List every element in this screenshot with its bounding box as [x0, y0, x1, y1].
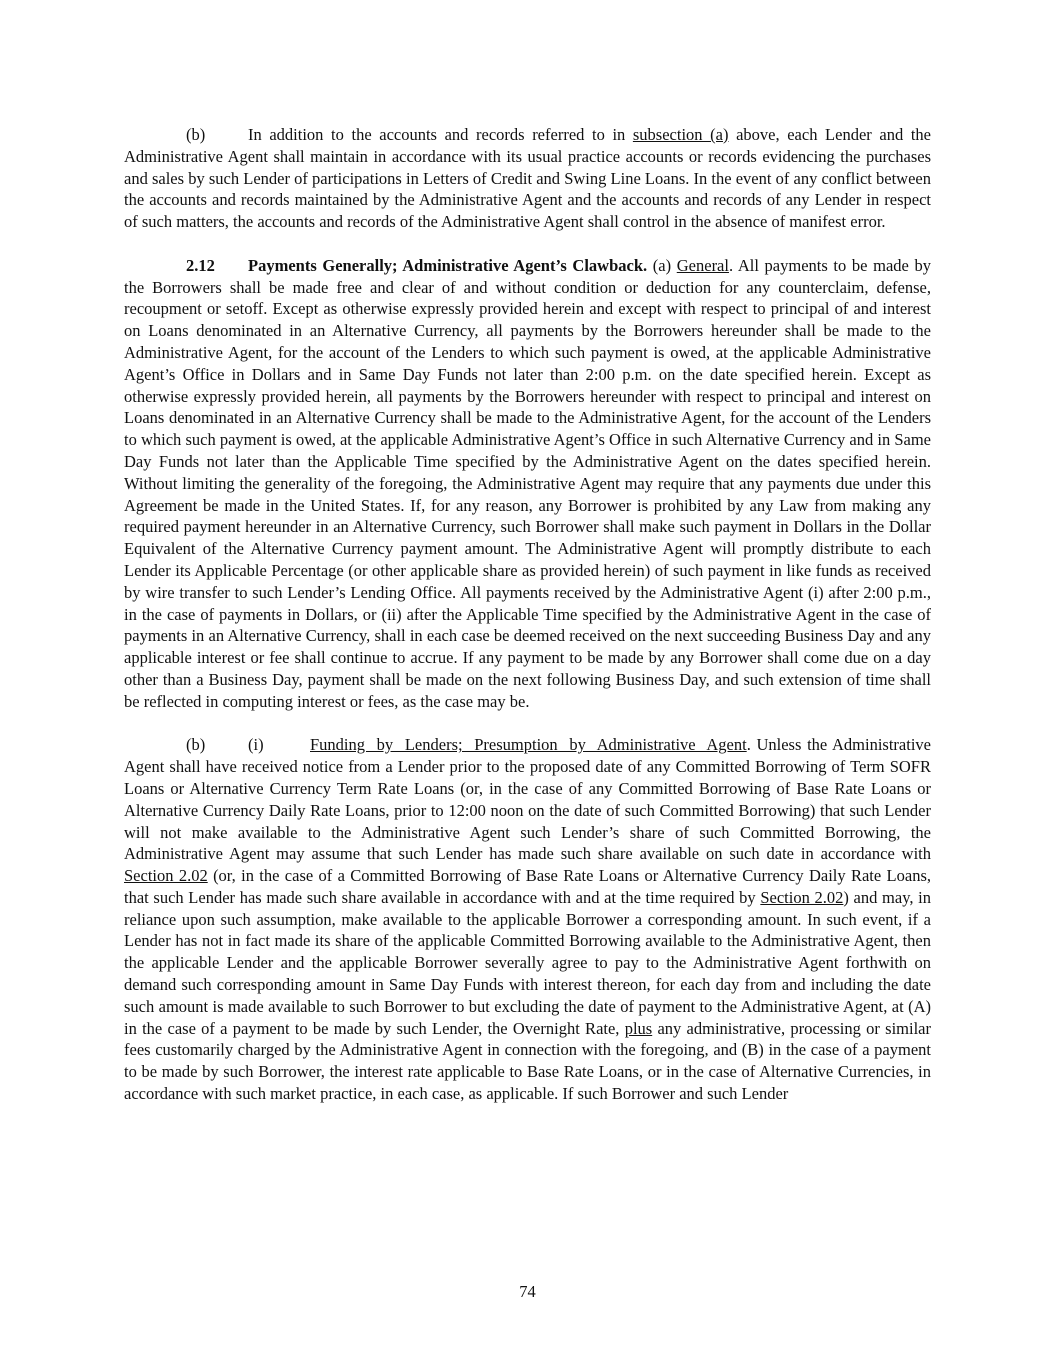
section-reference: Section 2.02 [124, 866, 208, 886]
section-number: 2.12 [186, 255, 215, 275]
paragraph-heading: Funding by Lenders; Presumption by Administrative Agent [310, 735, 747, 755]
paragraph-text: . Unless the Administrative Agent shall have received notice from a Lender prior to the proposed date of any Committed Borrowing of Term SOFR Loans or Alternative Currency Term Rate Loans (or, in the case of any Committed Borrowing of Base Rate Loans or Alternative Currency Daily Rate Loans, prior to 12:00 noon on the date of such Committed Borrowing) that such Lender will not make available to the Administrative Agent such Lender’s share of such Committed Borrowing, the Administrative Agent may assume that such Lender has made such share available on such date in accordance with [124, 735, 931, 864]
paragraph-label: (b) [186, 735, 206, 755]
subsection-label: (a) [647, 255, 677, 275]
paragraph-text: In addition to the accounts and records referred to in [248, 125, 633, 144]
paragraph-b-accounts [124, 124, 931, 233]
section-reference: Section 2.02 [760, 887, 844, 907]
paragraph-text: any administrative, processing or similar fees customarily charged by the Administrative Agent in connection with the foregoing, and (B) in the case of a payment to be made by such Borrower, the interest rate applicable to Base Rate Loans, or in the case of Alternative Currencies, in accordance with such market practice, in each case, as applicable. If such Borrower and such Lender [124, 1018, 931, 1104]
subsection-title: General [676, 255, 729, 275]
plus-term: plus [624, 1018, 653, 1038]
subsection-reference: subsection (a) [632, 125, 729, 144]
paragraph-text: ) and may, in reliance upon such assumption, make available to the applicable Borrower a corresponding amount. In such event, if a Lender has not in fact made its share of the applicable Committed Borrowing available to the Administrative Agent, then the applicable Lender and the applicable Borrower severally agree to pay to the Administrative Agent forthwith on demand such corresponding amount in Same Day Funds with interest thereon, for each day from and including the date such amount is made available to such Borrower to but excluding the date of payment to the Administrative Agent, at (A) in the case of a payment to be made by such Lender, the Overnight Rate, [124, 887, 931, 1038]
paragraph-label: (b) [186, 125, 206, 144]
sub-paragraph-label: (i) [248, 735, 264, 755]
section-body: . All payments to be made by the Borrowers shall be made free and clear of and without condition or deduction for any counterclaim, defense, recoupment or setoff. Except as otherwise expressly provided herein and except with respect to principal of and interest on Loans denominated in an Alternative Currency, all payments by the Borrowers hereunder shall be made to the Administrative Agent, for the account of the Lenders to which such payment is owed, at the applicable Administrative Agent’s Office in Dollars and in Same Day Funds not later than 2:00 p.m. on the date specified herein. Except as otherwise expressly provided herein, all payments by the Borrowers hereunder with respect to principal and interest on Loans denominated in an Alternative Currency shall be made to the Administrative Agent, for the account of the Lenders to which such payment is owed, at the applicable Administrative Agent’s Office in such Alternative Currency and in Same Day Funds not later than the Applicable Time specified by the Administrative Agent on the dates specified herein. Without limiting the generality of the foregoing, the Administrative Agent may require that any payments due under this Agreement be made in the United States. If, for any reason, any Borrower is prohibited by any Law from making any required payment hereunder in an Alternative Currency, such Borrower shall make such payment in Dollars in the Dollar Equivalent of the Alternative Currency payment amount. The Administrative Agent will promptly distribute to each Lender its Applicable Percentage (or other applicable share as provided herein) of such payment in like funds as received by wire transfer to such Lender’s Lending Office. All payments received by the Administrative Agent (i) after 2:00 p.m., in the case of payments in Dollars, or (ii) after the Applicable Time specified by the Administrative Agent in the case of payments in an Alternative Currency, shall in each case be deemed received on the next succeeding Business Day and any applicable interest or fee shall continue to accrue. If any payment to be made by any Borrower shall come due on a day other than a Business Day, payment shall be made on the next following Business Day, and such extension of time shall be reflected in computing interest or fees, as the case may be. [124, 255, 931, 711]
paragraph-text: (or, in the case of a Committed Borrowing of Base Rate Loans or Alternative Currency Daily Rate Loans, that such Lender has made such share available in accordance with and at the time required by [124, 866, 931, 907]
paragraph-text: above, each Lender and the Administrative Agent shall maintain in accordance with its usual practice accounts or records evidencing the purchases and sales by such Lender of participations in Letters of Credit and Swing Line Loans. In the event of any conflict between the accounts and records maintained by the Administrative Agent and the accounts and records of any Lender in respect of such matters, the accounts and records of the Administrative Agent shall control in the absence of manifest error. [124, 125, 931, 232]
section-title: Payments Generally; Administrative Agent’s Clawback. [248, 255, 648, 275]
paragraph-b-funding [124, 734, 931, 1105]
page-number: 74 [519, 1282, 536, 1301]
section-2-12 [124, 255, 931, 713]
document-page [124, 124, 931, 1127]
